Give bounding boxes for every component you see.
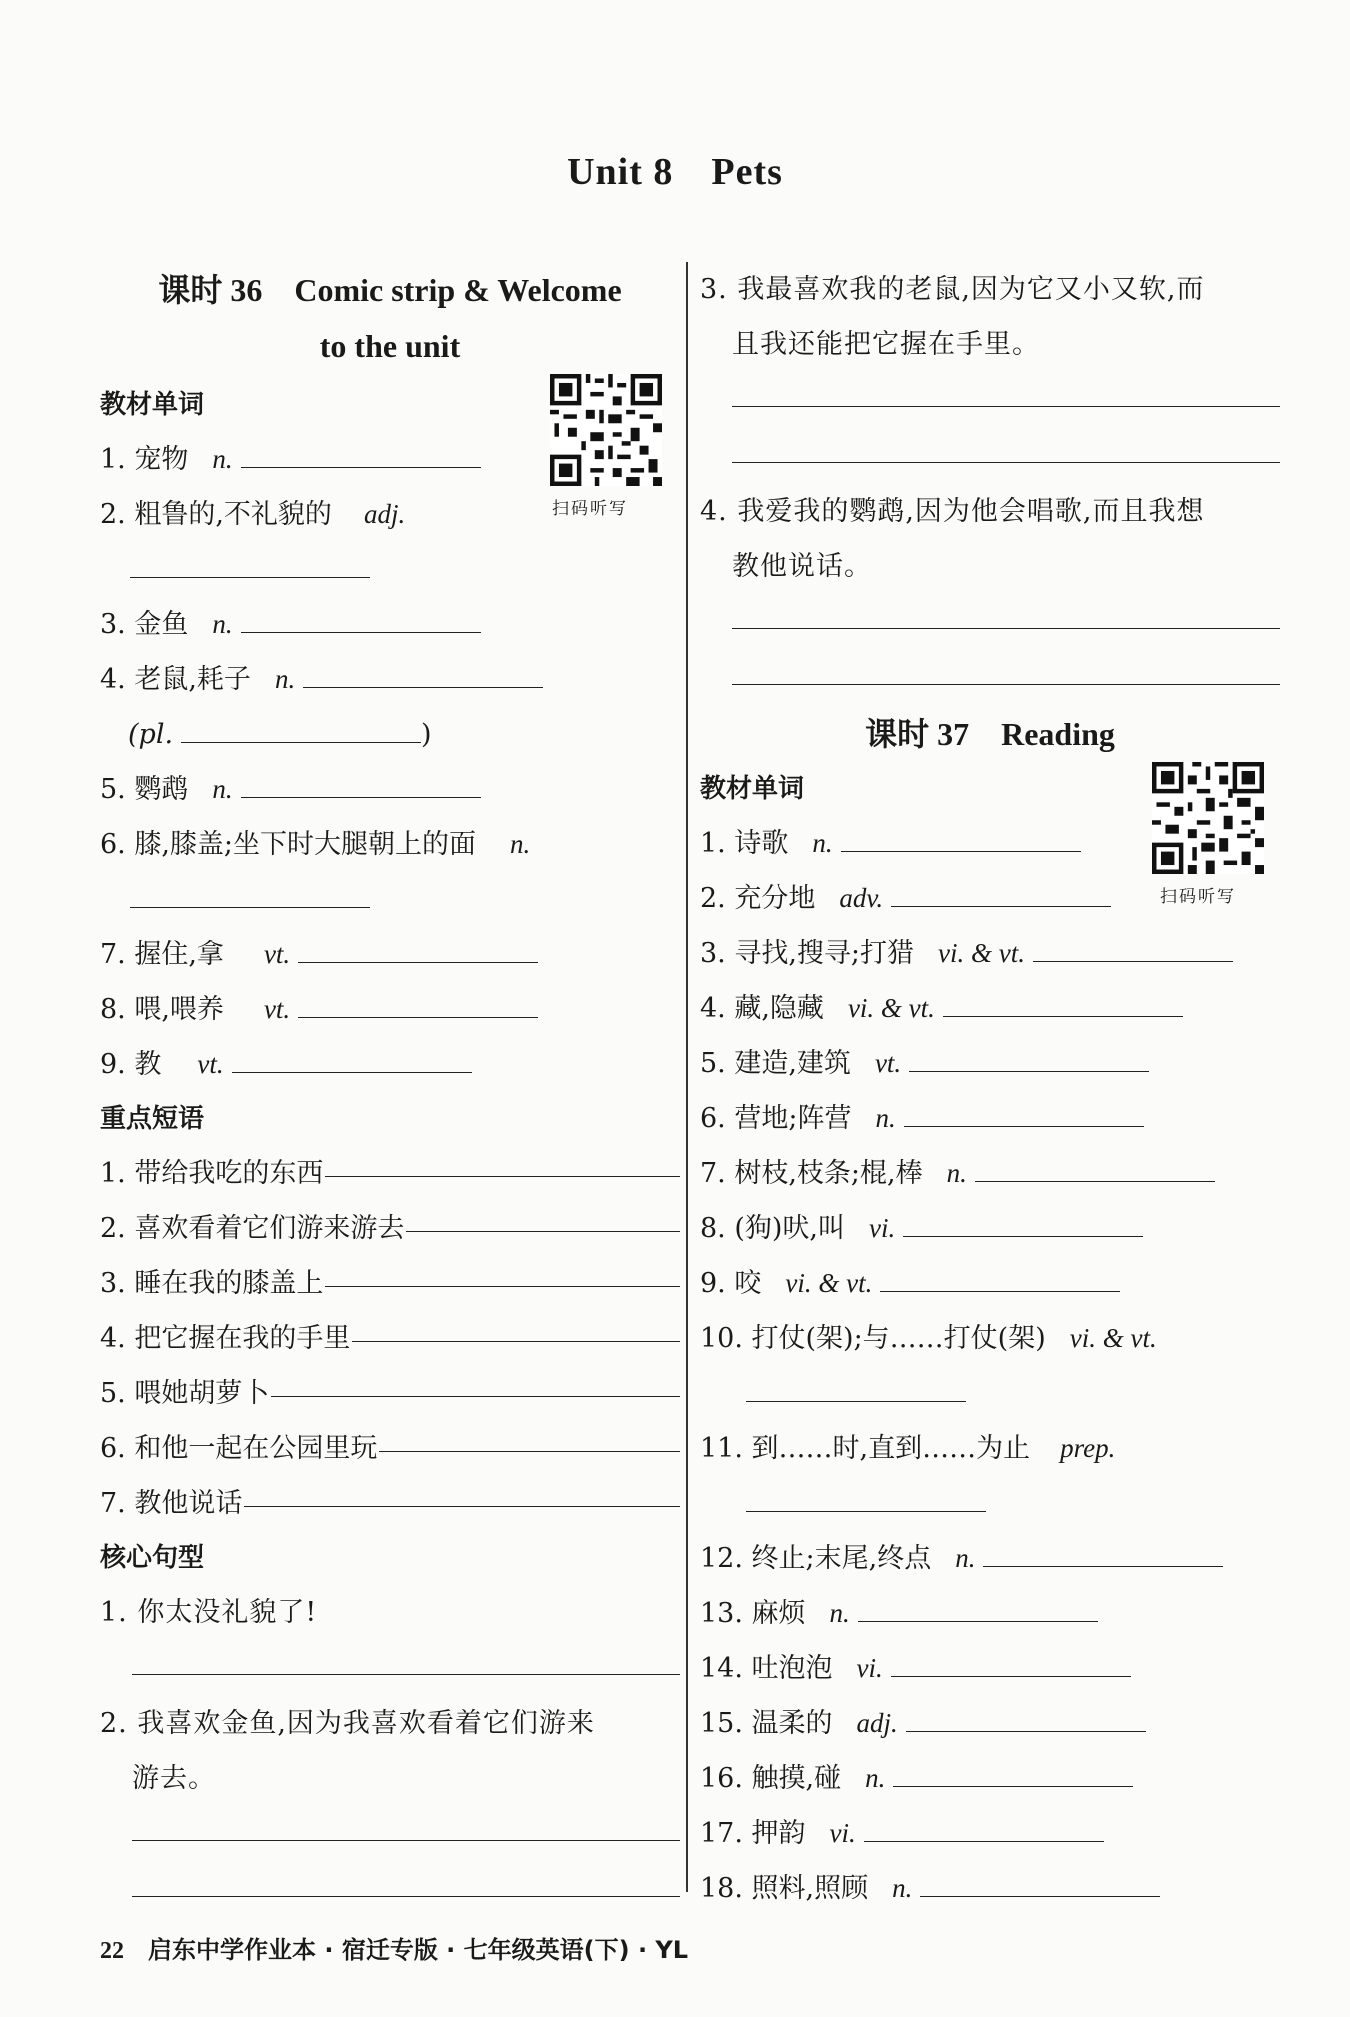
vocab-text: 2. 粗鲁的,不礼貌的 xyxy=(100,499,332,530)
vocab-text: 1. 宠物 xyxy=(100,444,189,475)
vocab-pos: vi. & vt. xyxy=(785,1268,873,1298)
answer-line[interactable] xyxy=(132,1862,680,1897)
answer-blank[interactable] xyxy=(130,547,370,578)
title-unit: Unit 8 xyxy=(567,151,674,193)
vocab-pos: n. xyxy=(212,609,233,639)
vocab-text: 4. 藏,隐藏 xyxy=(700,993,824,1024)
vocab-pos: adj. xyxy=(363,499,406,529)
title-topic: Pets xyxy=(711,151,783,193)
answer-blank[interactable] xyxy=(906,1701,1146,1732)
vocab-item xyxy=(100,652,680,707)
answer-blank[interactable] xyxy=(943,986,1183,1017)
vocab-text: 10. 打仗(架);与……打仗(架) xyxy=(700,1323,1046,1354)
answer-blank[interactable] xyxy=(241,602,481,633)
plural-label: (pl. xyxy=(128,719,174,750)
vocab-text: 5. 鹦鹉 xyxy=(100,774,189,805)
answer-blank[interactable] xyxy=(983,1536,1223,1567)
vocab-item xyxy=(700,1531,1280,1586)
sentence-answer xyxy=(700,372,1280,463)
right-column xyxy=(700,262,1280,1916)
phrase-item xyxy=(100,1311,680,1366)
answer-line[interactable] xyxy=(132,1806,680,1841)
vocab-text: 11. 到……时,直到……为止 xyxy=(700,1433,1031,1464)
answer-blank[interactable] xyxy=(303,657,543,688)
page-number: 22 xyxy=(100,1938,124,1964)
vocab-text: 5. 建造,建筑 xyxy=(700,1048,851,1079)
vocab-item xyxy=(100,1037,680,1092)
phrase-text: 6. 和他一起在公园里玩 xyxy=(100,1433,378,1464)
vocab-pos: vi. xyxy=(869,1213,896,1243)
lesson-36-title xyxy=(100,262,680,374)
sentence-item: 1. 你太没礼貌了! xyxy=(100,1597,318,1628)
answer-blank[interactable] xyxy=(298,987,538,1018)
vocab-text: 16. 触摸,碰 xyxy=(700,1763,842,1794)
vocab-text: 6. 膝,膝盖;坐下时大腿朝上的面 xyxy=(100,829,477,860)
answer-blank[interactable] xyxy=(920,1866,1160,1897)
answer-blank[interactable] xyxy=(325,1256,680,1287)
vocab-pos: vi. & vt. xyxy=(1069,1323,1157,1353)
vocab-text: 12. 终止;末尾,终点 xyxy=(700,1543,932,1574)
answer-blank[interactable] xyxy=(746,1371,966,1402)
vocab-item-continuation xyxy=(700,1476,1280,1531)
vocab-text: 6. 营地;阵营 xyxy=(700,1103,852,1134)
vocab-pos: n. xyxy=(875,1103,896,1133)
vocab-item-continuation xyxy=(700,1366,1280,1421)
vocab-pos: adj. xyxy=(856,1708,898,1738)
sentence-item-continuation: 教他说话。 xyxy=(732,551,872,582)
answer-line[interactable] xyxy=(132,1640,680,1675)
vocab-pos: prep. xyxy=(1060,1433,1116,1463)
phrase-text: 2. 喜欢看着它们游来游去 xyxy=(100,1213,405,1244)
vocab-text: 14. 吐泡泡 xyxy=(700,1653,833,1684)
sentence-answer xyxy=(700,594,1280,685)
answer-blank[interactable] xyxy=(891,1646,1131,1677)
answer-blank[interactable] xyxy=(880,1261,1120,1292)
phrase-item xyxy=(100,1146,680,1201)
answer-blank[interactable] xyxy=(904,1096,1144,1127)
vocab-text: 3. 寻找,搜寻;打猎 xyxy=(700,938,915,969)
vocab-text: 9. 咬 xyxy=(700,1268,762,1299)
vocab-pos: vt. xyxy=(197,1049,224,1079)
vocab-heading: 教材单词 xyxy=(700,774,805,804)
vocab-text: 4. 老鼠,耗子 xyxy=(100,664,251,695)
sentence-item: 2. 我喜欢金鱼,因为我喜欢看着它们游来 xyxy=(100,1708,595,1739)
qr-code-icon[interactable] xyxy=(550,374,662,486)
answer-blank[interactable] xyxy=(241,437,481,468)
lesson-37-title: 课时 37 Reading xyxy=(865,716,1115,752)
vocab-pos: n. xyxy=(829,1598,850,1628)
vocab-pos: vi. xyxy=(829,1818,856,1848)
vocab-pos: adv. xyxy=(839,883,884,913)
answer-line[interactable] xyxy=(732,650,1280,685)
left-column xyxy=(100,262,680,1918)
vocab-pos: vi. xyxy=(856,1653,883,1683)
answer-blank[interactable] xyxy=(864,1811,1104,1842)
book-title: 启东中学作业本 · 宿迁专版 · 七年级英语(下) · YL xyxy=(148,1936,689,1964)
vocab-item xyxy=(700,1256,1280,1311)
phrase-text: 3. 睡在我的膝盖上 xyxy=(100,1268,324,1299)
vocab-item xyxy=(700,981,1280,1036)
vocab-item xyxy=(700,1696,1280,1751)
answer-line[interactable] xyxy=(732,594,1280,629)
vocab-item xyxy=(700,1146,1280,1201)
vocab-text: 8. (狗)吠,叫 xyxy=(700,1213,845,1244)
phrase-item xyxy=(100,1256,680,1311)
phrases-heading: 重点短语 xyxy=(100,1104,205,1134)
vocab-pos: vt. xyxy=(263,994,291,1024)
vocab-text: 7. 树枝,枝条;棍,棒 xyxy=(700,1158,923,1189)
phrase-item xyxy=(100,1476,680,1531)
vocab-item xyxy=(700,1421,1280,1476)
vocab-item xyxy=(700,1201,1280,1256)
sentence-answer xyxy=(100,1806,680,1897)
answer-blank[interactable] xyxy=(241,767,481,798)
vocab-item xyxy=(700,1586,1280,1641)
answer-blank[interactable] xyxy=(406,1201,680,1232)
vocab-text: 2. 充分地 xyxy=(700,883,816,914)
phrase-text: 1. 带给我吃的东西 xyxy=(100,1158,324,1189)
answer-blank[interactable] xyxy=(232,1042,472,1073)
vocab-text: 17. 押韵 xyxy=(700,1818,806,1849)
vocab-text: 9. 教 xyxy=(100,1049,162,1080)
answer-blank[interactable] xyxy=(379,1421,680,1452)
answer-blank[interactable] xyxy=(352,1311,680,1342)
vocab-item xyxy=(100,597,680,652)
vocab-text: 1. 诗歌 xyxy=(700,828,789,859)
answer-blank[interactable] xyxy=(891,876,1111,907)
answer-blank[interactable] xyxy=(746,1481,986,1512)
lesson-36-title-line1: 课时 36 Comic strip & Welcome xyxy=(158,272,622,308)
vocab-pos: vi. & vt. xyxy=(847,993,935,1023)
vocab-item xyxy=(700,1641,1280,1696)
phrase-item xyxy=(100,1366,680,1421)
qr-label: 扫码听写 xyxy=(552,499,628,519)
plural-close: ) xyxy=(421,719,432,750)
answer-blank[interactable] xyxy=(858,1591,1098,1622)
answer-blank[interactable] xyxy=(903,1206,1143,1237)
lesson-36-title-line2: to the unit xyxy=(319,328,461,364)
vocab-text: 3. 金鱼 xyxy=(100,609,189,640)
vocab-item xyxy=(700,1036,1280,1091)
vocab-text: 8. 喂,喂养 xyxy=(100,994,224,1025)
qr-label: 扫码听写 xyxy=(1160,887,1236,907)
vocab-item-continuation xyxy=(100,542,680,597)
vocab-item xyxy=(700,1091,1280,1146)
answer-blank[interactable] xyxy=(909,1041,1149,1072)
vocab-text: 18. 照料,照顾 xyxy=(700,1873,869,1904)
vocab-heading: 教材单词 xyxy=(100,390,205,420)
sentences-heading: 核心句型 xyxy=(100,1543,205,1573)
answer-blank[interactable] xyxy=(1033,931,1233,962)
sentence-item: 3. 我最喜欢我的老鼠,因为它又小又软,而 xyxy=(700,274,1205,305)
vocab-item xyxy=(100,927,680,982)
sentence-item-continuation: 且我还能把它握在手里。 xyxy=(732,329,1040,360)
vocab-pos: vt. xyxy=(874,1048,902,1078)
qr-code-icon[interactable] xyxy=(1152,762,1264,874)
answer-blank[interactable] xyxy=(271,1366,680,1397)
answer-blank[interactable] xyxy=(244,1476,680,1507)
vocab-item xyxy=(700,926,1280,981)
vocab-plural xyxy=(100,707,680,762)
phrase-item xyxy=(100,1421,680,1476)
vocab-pos: n. xyxy=(865,1763,886,1793)
answer-blank[interactable] xyxy=(893,1756,1133,1787)
vocab-item xyxy=(700,1751,1280,1806)
vocab-item xyxy=(700,1806,1280,1861)
page-title xyxy=(0,150,1350,194)
page-footer xyxy=(100,1930,688,1970)
answer-blank[interactable] xyxy=(130,877,370,908)
vocab-pos: n. xyxy=(510,829,531,859)
phrase-text: 4. 把它握在我的手里 xyxy=(100,1323,351,1354)
column-divider xyxy=(686,262,688,1892)
vocab-pos: n. xyxy=(212,774,233,804)
answer-line[interactable] xyxy=(732,372,1280,407)
vocab-item xyxy=(100,817,680,872)
sentence-item: 4. 我爱我的鹦鹉,因为他会唱歌,而且我想 xyxy=(700,496,1205,527)
answer-line[interactable] xyxy=(732,428,1280,463)
vocab-text: 15. 温柔的 xyxy=(700,1708,833,1739)
answer-blank[interactable] xyxy=(298,932,538,963)
vocab-item xyxy=(700,1311,1280,1366)
vocab-pos: n. xyxy=(812,828,833,858)
vocab-item-continuation xyxy=(100,872,680,927)
vocab-pos: n. xyxy=(212,444,233,474)
vocab-text: 13. 麻烦 xyxy=(700,1598,806,1629)
phrase-text: 5. 喂她胡萝卜 xyxy=(100,1378,270,1409)
vocab-item xyxy=(100,762,680,817)
vocab-text: 7. 握住,拿 xyxy=(100,939,224,970)
vocab-pos: vt. xyxy=(263,939,291,969)
answer-blank[interactable] xyxy=(975,1151,1215,1182)
vocab-pos: n. xyxy=(955,1543,976,1573)
answer-blank[interactable] xyxy=(841,821,1081,852)
vocab-pos: n. xyxy=(892,1873,913,1903)
sentence-item-continuation: 游去。 xyxy=(132,1763,216,1794)
sentence-answer xyxy=(100,1640,680,1675)
vocab-item xyxy=(700,1861,1280,1916)
answer-blank[interactable] xyxy=(181,712,421,743)
vocab-pos: n. xyxy=(946,1158,967,1188)
phrase-item xyxy=(100,1201,680,1256)
phrase-text: 7. 教他说话 xyxy=(100,1488,243,1519)
answer-blank[interactable] xyxy=(325,1146,680,1177)
vocab-pos: n. xyxy=(274,664,296,694)
vocab-pos: vi. & vt. xyxy=(938,938,1026,968)
vocab-item xyxy=(100,982,680,1037)
